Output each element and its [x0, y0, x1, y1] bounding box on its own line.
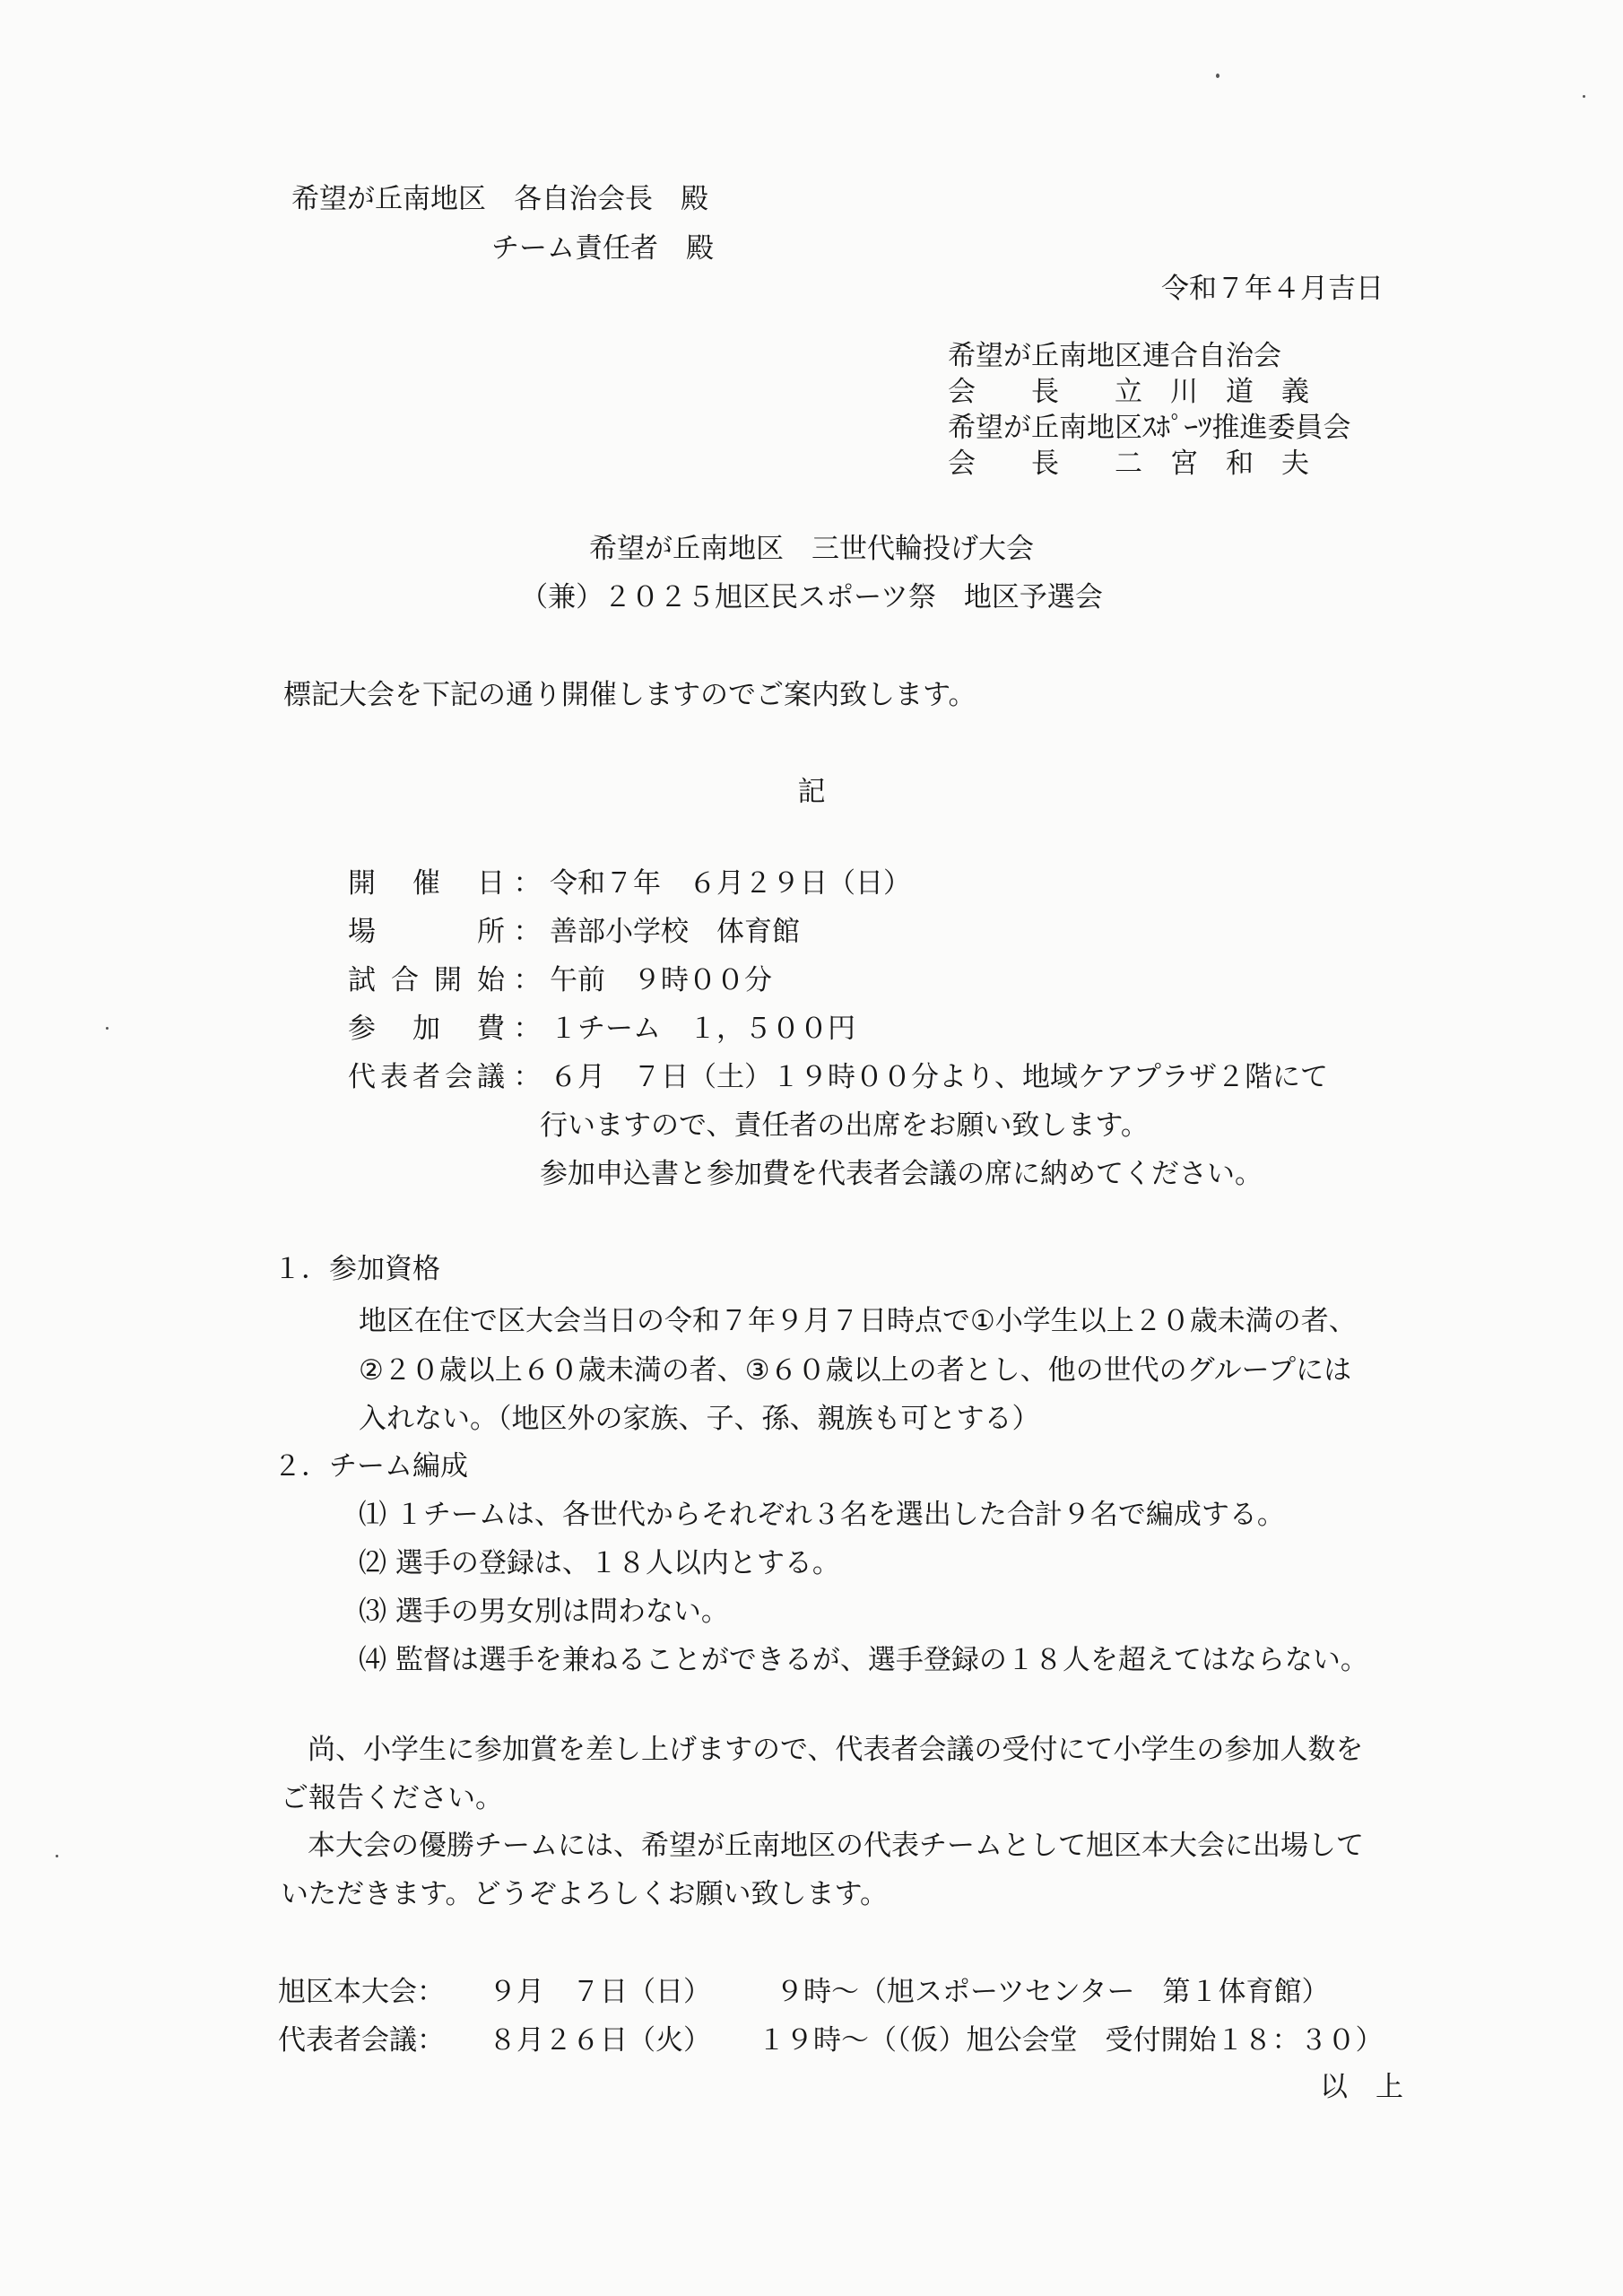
- detail-row-date: [348, 867, 911, 900]
- detail-colon: ：: [513, 867, 542, 900]
- detail-label: 開催日: [348, 867, 505, 900]
- section-2-item-1: ⑴ １チームは、各世代からそれぞれ３名を選出した合計９名で編成する。: [359, 1499, 1285, 1531]
- section-1-line-1: 地区在住で区大会当日の令和７年９月７日時点で①小学生以上２０歳未満の者、: [359, 1305, 1357, 1337]
- scan-speck: [1583, 95, 1585, 98]
- detail-meeting-cont-1: 行いますので、責任者の出席をお願い致します。: [540, 1109, 1149, 1142]
- event-title: 希望が丘南地区 三世代輪投げ大会: [589, 533, 1034, 565]
- section-2-item-2: ⑵ 選手の登録は、１８人以内とする。: [359, 1547, 840, 1579]
- note-line-3: 本大会の優勝チームには、希望が丘南地区の代表チームとして旭区本大会に出場して: [308, 1830, 1364, 1862]
- detail-row-fee: [348, 1015, 855, 1043]
- schedule-detail: １９時～（（仮）旭公会堂 受付開始１８：３０）: [758, 2024, 1384, 2057]
- event-subtitle: （兼）２０２５旭区民スポーツ祭 地区予選会: [520, 581, 1103, 613]
- section-1-heading: １．参加資格: [273, 1253, 440, 1285]
- schedule-row-meeting: [278, 2024, 1384, 2057]
- addressee-line-1: 希望が丘南地区 各自治会長 殿: [291, 183, 708, 215]
- detail-row-start: [348, 964, 772, 996]
- schedule-label: 代表者会議：: [278, 2024, 445, 2057]
- sender-org-1: 希望が丘南地区連合自治会: [948, 340, 1281, 372]
- detail-row-venue: [348, 918, 800, 946]
- detail-colon: ：: [513, 1013, 542, 1045]
- scan-speck: [56, 1855, 58, 1857]
- section-2-item-3: ⑶ 選手の男女別は問わない。: [359, 1596, 729, 1628]
- detail-meeting-cont-2: 参加申込書と参加費を代表者会議の席に納めてください。: [540, 1158, 1263, 1190]
- intro-text: 標記大会を下記の通り開催しますのでご案内致します。: [283, 679, 976, 711]
- detail-colon: ：: [513, 1061, 542, 1093]
- schedule-detail: ９時～（旭スポーツセンター 第１体育館）: [776, 1976, 1330, 2008]
- detail-label: 場所: [348, 916, 505, 948]
- note-line-2: ご報告ください。: [281, 1782, 503, 1814]
- detail-label: 代表者会議: [348, 1061, 505, 1093]
- section-1-line-3: 入れない。（地区外の家族、子、孫、親族も可とする）: [359, 1403, 1040, 1435]
- detail-colon: ：: [513, 964, 542, 996]
- section-2-heading: ２．チーム編成: [273, 1450, 468, 1483]
- ki-heading: 記: [797, 776, 826, 808]
- detail-value: 午前 ９時００分: [550, 964, 772, 996]
- note-line-4: いただきます。どうぞよろしくお願い致します。: [281, 1878, 889, 1910]
- scan-speck: [106, 1027, 108, 1030]
- closing-mark: 以 上: [1320, 2071, 1403, 2103]
- scan-speck: [1216, 74, 1219, 78]
- detail-row-meeting: [348, 1061, 1328, 1093]
- detail-label: 参加費: [348, 1013, 505, 1045]
- detail-label: 試合開始: [348, 964, 505, 996]
- schedule-date: ８月２６日（火）: [489, 2024, 711, 2057]
- sender-org-2: 希望が丘南地区ｽﾎﾟｰﾂ推進委員会: [948, 412, 1351, 444]
- issue-date: 令和７年４月吉日: [1161, 273, 1384, 305]
- schedule-label: 旭区本大会：: [278, 1976, 445, 2008]
- section-2-item-4: ⑷ 監督は選手を兼ねることができるが、選手登録の１８人を超えてはならない。: [359, 1644, 1368, 1676]
- detail-value: ６月 ７日（土）１９時００分より、地域ケアプラザ２階にて: [550, 1061, 1328, 1093]
- section-1-line-2: ②２０歳以上６０歳未満の者、③６０歳以上の者とし、他の世代のグループには: [359, 1354, 1352, 1387]
- sender-chair-1: 会 長 立 川 道 義: [948, 376, 1309, 408]
- sender-chair-2: 会 長 二 宮 和 夫: [948, 448, 1309, 480]
- schedule-date: ９月 ７日（日）: [489, 1976, 711, 2008]
- detail-value: 令和７年 ６月２９日（日）: [550, 867, 911, 900]
- schedule-row-main-event: [278, 1976, 1330, 2008]
- detail-value: 善部小学校 体育館: [550, 916, 800, 948]
- detail-value: １チーム １，５００円: [550, 1013, 855, 1045]
- note-line-1: 尚、小学生に参加賞を差し上げますので、代表者会議の受付にて小学生の参加人数を: [308, 1734, 1364, 1766]
- addressee-line-2: チーム責任者 殿: [491, 232, 714, 265]
- detail-colon: ：: [513, 916, 542, 948]
